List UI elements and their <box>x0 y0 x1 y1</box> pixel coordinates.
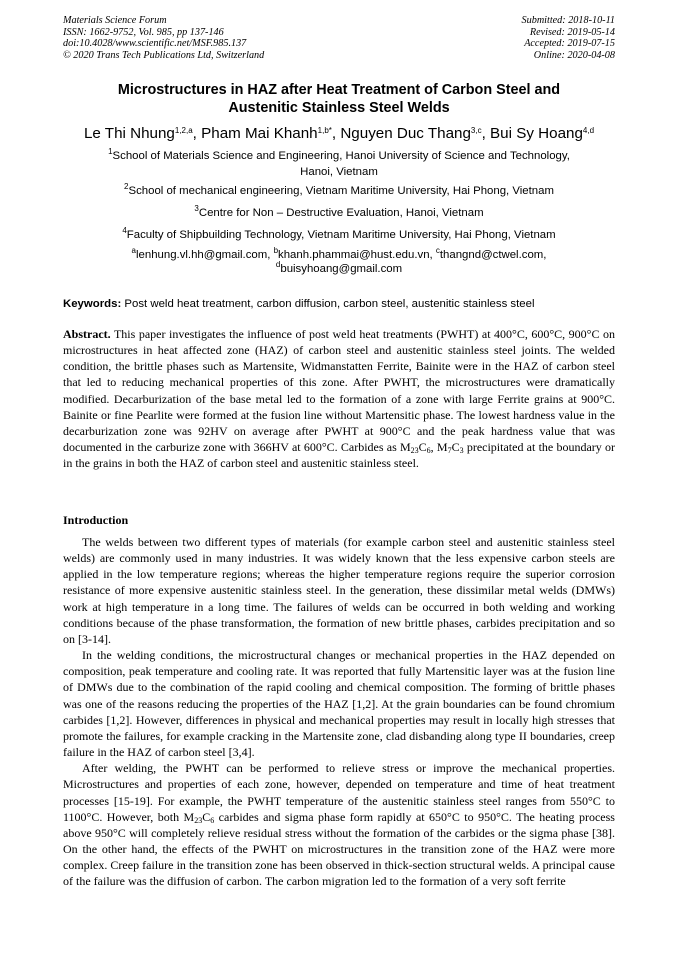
journal-header-right <box>522 15 615 61</box>
affiliation-number: 4 <box>122 226 127 235</box>
author-sup: 3,c <box>470 126 482 135</box>
paragraph: In the welding conditions, the microstructural changes or mechanical properties in the HAZ depended on composition, peak temperature and cooling rate. It was reported that fully Martensitic layer was at the fusion line of DMWs due to the combination of the rapid cooling and chemical composition. The forming of brittle phases was one of the reasons reducing the properties of the HAZ [1,2]. At the grain boundaries can be found chromium carbides [1,2]. However, differences in physical and mechanical properties may result in locally high stresses that promote the failures, for example cracking in the Martensite zone, clad disbanding along type II boundaries, creep failure in the HAZ of carbon steel [3,4]. <box>63 648 615 760</box>
revised-date: Revised: 2019-05-14 <box>529 26 615 38</box>
submitted-date: Submitted: 2018-10-11 <box>521 15 615 26</box>
author-sup: 4,d <box>582 126 595 135</box>
abstract: Abstract. This paper investigates the influence of post weld heat treatments (PWHT) at 400°C, 600°C, 900°C on microstructures in heat affected zone (HAZ) of carbon steel and austenitic stainless steel joints. The welded condition, the brittle phases such as Martensite, Widmanstatten Ferrite, Bainite were in the HAZ of carbon steel that led to reducing mechanical properties of this zone. After PWHT, the microstructures were dramatically modified. Decarburization of the base metal led to the formation of a zone with large Ferrite grains at 900°C. Bainite or fine Pearlite were formed at the fusion line without Martensitic phase. The lowest hardness value in the decarburization zone was 92HV on average after PWHT at 900°C and the peak hardness value that was documented in the carburize zone with 366HV at 600°C. Carbides as $M_{23}C_6$, $M_7C_3$ precipitated at the boundary or in the grains in both the HAZ of carbon steel and austenitic stainless steel. <box>63 327 615 471</box>
paragraph: The welds between two different types of materials (for example carbon steel and austenitic stainless steel welds) are commonly used in many industries. It was widely known that the less expensive carbon steels are applied in the low temperature regions; whereas the higher temperature regions require the superior corrosion resistance of more expensive austenitic stainless steel. In the generation, these dissimilar metal welds (DMWs) work at high temperature in a long time. The failures of welds can be occurred in both welding and working conditions because of the phase transformation, the formation of new brittle phases, carbides precipitation and so on [3-14]. <box>63 535 615 646</box>
affiliation-1 <box>63 149 615 180</box>
online-date: Online: 2020-04-08 <box>533 49 615 61</box>
email-entry[interactable]: $^c$thangnd@ctwel.com, <box>435 246 547 261</box>
affiliation-3 <box>63 206 615 222</box>
abstract-text-end: precipitated at the boundary or in the grains in both the HAZ of carbon steel and austenitic stainless steel. <box>63 440 615 471</box>
title-line-1: Microstructures in HAZ after Heat Treatment of Carbon Steel and <box>117 82 561 98</box>
email-entry[interactable]: $^d$buisyhoang@gmail.com <box>275 260 403 276</box>
affiliation-text: School of mechanical engineering, Vietnam Maritime University, Hai Phong, Vietnam <box>128 185 554 197</box>
abstract-label: Abstract. <box>63 327 111 341</box>
affiliation-text: Centre for Non – Destructive Evaluation, Hanoi, Vietnam <box>198 207 484 219</box>
doi-line: doi:10.4028/www.scientific.net/MSF.985.137 <box>63 38 247 50</box>
author-sup: 1,b* <box>317 126 332 135</box>
email-entry[interactable]: $^b$khanh.phammai@hust.edu.vn, <box>273 246 433 261</box>
paper-title <box>63 82 615 117</box>
affiliation-number: 3 <box>194 204 199 213</box>
email-list <box>63 248 615 276</box>
keywords-label: Keywords: <box>63 298 122 310</box>
title-line-2: Austenitic Stainless Steel Welds <box>228 99 450 116</box>
section-heading: Introduction <box>63 513 129 527</box>
accepted-date: Accepted: 2019-07-15 <box>524 38 615 50</box>
affiliation-2 <box>63 184 615 200</box>
affiliation-number: 2 <box>124 182 129 191</box>
affiliation-text: School of Materials Science and Engineering, Hanoi University of Science and Technology, <box>112 150 570 162</box>
journal-name: Materials Science Forum <box>63 15 167 26</box>
copyright-line: © 2020 Trans Tech Publications Ltd, Switzerland <box>63 49 265 61</box>
affiliation-4 <box>63 228 615 244</box>
author-name: Nguyen Duc Thang <box>340 125 471 142</box>
author-name: Le Thi Nhung <box>83 125 175 142</box>
affiliation-number: 1 <box>108 147 113 156</box>
author-list: Le Thi Nhung$^{1,2,a}$, Pham Mai Khanh$^{1,b*}$, Nguyen Duc Thang$^{3,c}$, Bui Sy Hoang$^{4,d}$ <box>83 125 595 142</box>
affiliation-text-cont: Hanoi, Vietnam <box>300 165 378 178</box>
author-name: Bui Sy Hoang <box>490 125 583 142</box>
journal-header-left <box>63 15 264 61</box>
email-entry[interactable]: $^a$lenhung.vl.hh@gmail.com, <box>131 246 271 261</box>
introduction-body <box>63 534 615 889</box>
keywords-text: Post weld heat treatment, carbon diffusion, carbon steel, austenitic stainless steel <box>124 298 535 310</box>
author-sup: 1,2,a <box>174 126 193 135</box>
issn-line: ISSN: 1662-9752, Vol. 985, pp 137-146 <box>63 26 224 38</box>
abstract-text: This paper investigates the influence of post weld heat treatments (PWHT) at 400°C, 600°C, 900°C on microstructures in heat affected zone (HAZ) of carbon steel and austenitic stainless steel joints. The welded condition, the brittle phases such as Martensite, Widmanstatten Ferrite, Bainite were in the HAZ of carbon steel that led to reducing mechanical properties of this zone. After PWHT, the microstructures were dramatically modified. Decarburization of the base metal led to the formation of a zone with large Ferrite grains at 900°C. Bainite or fine Pearlite were formed at the fusion line without Martensitic phase. The lowest hardness value in the decarburization zone was 92HV on average after PWHT at 900°C and the peak hardness value that was documented in the carburize zone with 366HV at 600°C. Carbides as M <box>63 327 615 455</box>
paragraph: After welding, the PWHT can be performed to relieve stress or improve the mechanical properties. Microstructures and properties of each zone, however, depended on temperature and time of heat treatment processes [15-19]. For example, the PWHT temperature of the austenitic stainless steel ranges from 550°C to 1100°C. However, both $M_{23}C_6$ carbides and sigma phase form rapidly at 650°C to 950°C. The heating process above 950°C will completely relieve residual stress without the formation of the carbides or the sigma phase [38]. On the other hand, the effects of the PWHT on microstructures in the transition zone of the HAZ were more complex. Creep failure in the transition zone has been observed in thick-section structural welds. A principal cause of the failure was the diffusion of carbon. The carbon migration led to the formation of a very soft ferrite <box>63 761 615 889</box>
keywords <box>63 297 615 311</box>
author-name: Pham Mai Khanh <box>201 125 318 142</box>
affiliation-text: Faculty of Shipbuilding Technology, Vietnam Maritime University, Hai Phong, Vietnam <box>126 229 556 241</box>
